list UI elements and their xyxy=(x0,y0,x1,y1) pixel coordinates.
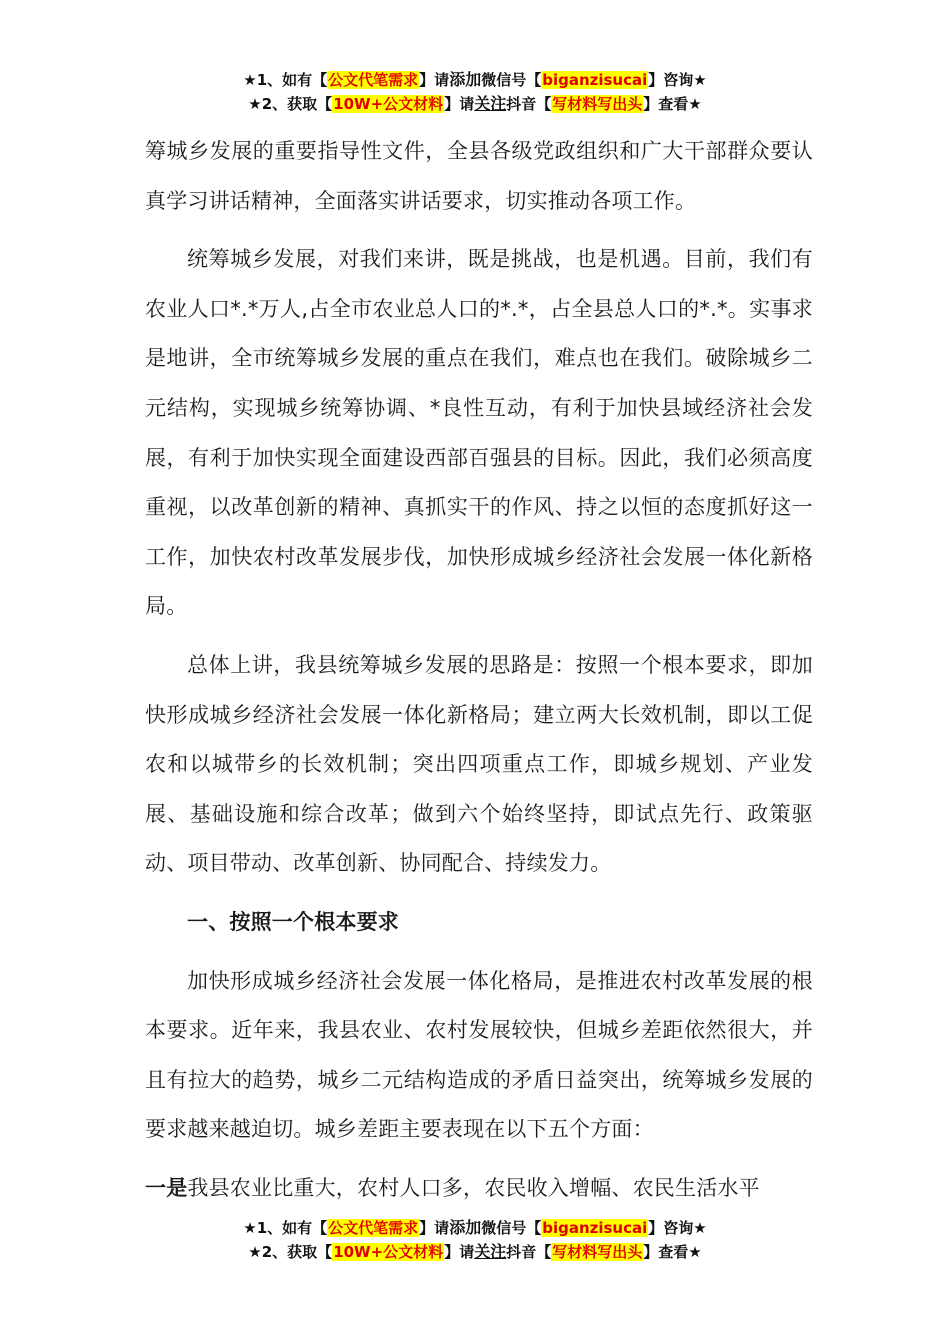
banner-highlight: biganzisucai xyxy=(542,1219,648,1237)
paragraph-text: 我县农业比重大，农村人口多，农民收入增幅、农民生活水平 xyxy=(187,1175,760,1200)
banner-highlight: 公文代笔需求 xyxy=(328,1219,419,1237)
banner-line-1 xyxy=(0,68,950,92)
banner-text: ★1、如有【 xyxy=(243,71,328,89)
paragraph xyxy=(145,1164,813,1214)
banner-text: 】请 xyxy=(444,1243,475,1261)
footer-banner xyxy=(0,1216,950,1264)
banner-text: 微信号【 xyxy=(481,71,542,89)
banner-highlight: 写材料写出头 xyxy=(552,95,643,113)
paragraph: 总体上讲，我县统筹城乡发展的思路是：按照一个根本要求，即加快形成城乡经济社会发展一体化新格局；建立两大长效机制，即以工促农和以城带乡的长效机制；突出四项重点工作，即城乡规划、产业发展、基础设施和综合改革；做到六个始终坚持，即试点先行、政策驱动、项目带动、改革创新、协同配合、持续发力。 xyxy=(145,652,813,876)
banner-emphasis: 添加 xyxy=(449,70,482,89)
banner-text: ★2、获取【 xyxy=(248,1243,333,1261)
header-banner xyxy=(0,68,950,116)
banner-text: 】查看★ xyxy=(643,1243,702,1261)
banner-highlight: 写材料写出头 xyxy=(552,1243,643,1261)
banner-text: 】查看★ xyxy=(643,95,702,113)
paragraph: 加快形成城乡经济社会发展一体化格局，是推进农村改革发展的根本要求。近年来，我县农业、农村发展较快，但城乡差距依然很大，并且有拉大的趋势，城乡二元结构造成的矛盾日益突出，统筹城乡发展的要求越来越迫切。城乡差距主要表现在以下五个方面： xyxy=(145,968,813,1142)
banner-text: ★1、如有【 xyxy=(243,1219,328,1237)
banner-line-2 xyxy=(0,1240,950,1264)
banner-emphasis: 关注 xyxy=(474,1242,507,1261)
document-body xyxy=(145,127,813,1222)
banner-highlight: 10W+公文材料 xyxy=(333,1243,444,1261)
banner-text: 微信号【 xyxy=(481,1219,542,1237)
banner-emphasis: 添加 xyxy=(449,1218,482,1237)
banner-highlight: 公文代笔需求 xyxy=(328,71,419,89)
banner-text: 】请 xyxy=(419,71,450,89)
banner-text: 】咨询★ xyxy=(648,1219,707,1237)
paragraph-lead: 一是 xyxy=(145,1175,188,1200)
banner-text: 】请 xyxy=(419,1219,450,1237)
paragraph: 统筹城乡发展，对我们来讲，既是挑战，也是机遇。目前，我们有农业人口*.*万人,占全市农业总人口的*.*，占全县总人口的*.*。实事求是地讲，全市统筹城乡发展的重点在我们，难点也在我们。破除城乡二元结构，实现城乡统筹协调、*良性互动，有利于加快县域经济社会发展，有利于加快实现全面建设西部百强县的目标。因此，我们必须高度重视，以改革创新的精神、真抓实干的作风、持之以恒的态度抓好这一工作，加快农村改革发展步伐，加快形成城乡经济社会发展一体化新格局。 xyxy=(145,247,813,619)
banner-text: 抖音【 xyxy=(506,1243,552,1261)
banner-emphasis: 关注 xyxy=(474,94,507,113)
banner-text: 】请 xyxy=(444,95,475,113)
banner-highlight: biganzisucai xyxy=(542,71,648,89)
section-heading: 一、按照一个根本要求 xyxy=(187,909,399,934)
banner-line-2 xyxy=(0,92,950,116)
banner-text: 抖音【 xyxy=(506,95,552,113)
banner-text: ★2、获取【 xyxy=(248,95,333,113)
banner-line-1 xyxy=(0,1216,950,1240)
banner-text: 】咨询★ xyxy=(648,71,707,89)
banner-highlight: 10W+公文材料 xyxy=(333,95,444,113)
paragraph: 筹城乡发展的重要指导性文件，全县各级党政组织和广大干部群众要认真学习讲话精神，全面落实讲话要求，切实推动各项工作。 xyxy=(145,139,813,213)
